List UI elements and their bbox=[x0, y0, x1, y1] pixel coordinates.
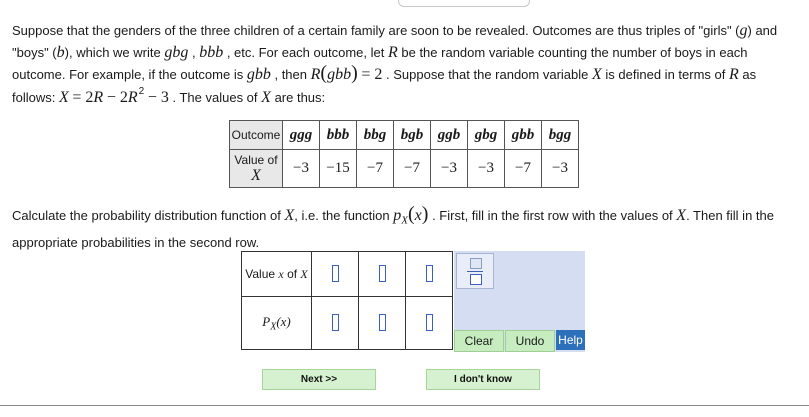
value-cell: −15 bbox=[320, 150, 357, 188]
distribution-row-values bbox=[242, 252, 453, 297]
next-button[interactable]: Next >> bbox=[262, 369, 376, 390]
value-cell: −7 bbox=[394, 150, 431, 188]
value-row bbox=[230, 150, 579, 188]
outcome-cell: bgb bbox=[394, 121, 431, 150]
probability-input-box[interactable] bbox=[426, 314, 433, 331]
fraction-button[interactable] bbox=[456, 253, 494, 289]
outcome-cell: gbg bbox=[468, 121, 505, 150]
top-tab-outline bbox=[398, 0, 530, 7]
value-input-box[interactable] bbox=[332, 265, 339, 282]
row-label-probability: $P_X(x)$ bbox=[242, 297, 312, 350]
bottom-divider bbox=[0, 405, 809, 406]
value-input-slot[interactable] bbox=[312, 252, 359, 297]
outcome-values-table bbox=[229, 120, 579, 188]
value-cell: −7 bbox=[357, 150, 394, 188]
probability-input-box[interactable] bbox=[332, 314, 339, 331]
outcome-cell: gbb bbox=[505, 121, 542, 150]
value-cell: −7 bbox=[505, 150, 542, 188]
problem-statement: Suppose that the genders of the three children of a certain family are soon to be revealed. Outcomes are thus triples of "girls" (g) and "boys" (b), which we write gbg , bbb , etc. For each outcome, let R be the random variable counting the number of boys in each outcome. For example, if the outcome is gbb , then R(gbb) = 2 . Suppose that the random variable X is defined in terms of R as bbox=[12, 22, 778, 84]
instruction-text: Calculate the probability distribution function of X, i.e. the function $p_X(x)$ . First, fill in the first row with the values of X. Then fill in the appropriate probabilities in the second row. bbox=[12, 203, 774, 251]
probability-input-box[interactable] bbox=[379, 314, 386, 331]
value-input-box[interactable] bbox=[426, 265, 433, 282]
probability-input-slot[interactable] bbox=[359, 297, 406, 350]
value-input-slot[interactable] bbox=[406, 252, 453, 297]
fraction-bar-icon bbox=[467, 271, 483, 272]
clear-button[interactable]: Clear bbox=[454, 330, 504, 352]
value-cell: −3 bbox=[283, 150, 320, 188]
outcome-row bbox=[230, 121, 579, 150]
outcome-cell: bgg bbox=[542, 121, 579, 150]
value-cell: −3 bbox=[468, 150, 505, 188]
distribution-row-probabilities bbox=[242, 297, 453, 350]
outcome-header: Outcome bbox=[230, 121, 283, 150]
undo-button[interactable]: Undo bbox=[505, 330, 555, 352]
help-button[interactable]: Help bbox=[556, 330, 585, 350]
value-header: Value of X bbox=[230, 150, 283, 188]
outcome-cell: bbb bbox=[320, 121, 357, 150]
probability-input-slot[interactable] bbox=[406, 297, 453, 350]
value-input-box[interactable] bbox=[379, 265, 386, 282]
fraction-denominator-icon bbox=[470, 274, 482, 285]
value-input-slot[interactable] bbox=[359, 252, 406, 297]
problem-formula-line: follows: $X = 2R - 2R^2 - 3$ . The values of X are thus: bbox=[12, 86, 326, 106]
math-keypad bbox=[454, 251, 585, 352]
value-cell: −3 bbox=[431, 150, 468, 188]
outcome-cell: ggg bbox=[283, 121, 320, 150]
value-cell: −3 bbox=[542, 150, 579, 188]
fraction-numerator-icon bbox=[470, 258, 482, 269]
dont-know-button[interactable]: I don't know bbox=[426, 369, 540, 390]
outcome-cell: ggb bbox=[431, 121, 468, 150]
row-label-value: Value x of X bbox=[242, 252, 312, 297]
outcome-cell: bbg bbox=[357, 121, 394, 150]
probability-input-slot[interactable] bbox=[312, 297, 359, 350]
distribution-table bbox=[241, 251, 453, 350]
